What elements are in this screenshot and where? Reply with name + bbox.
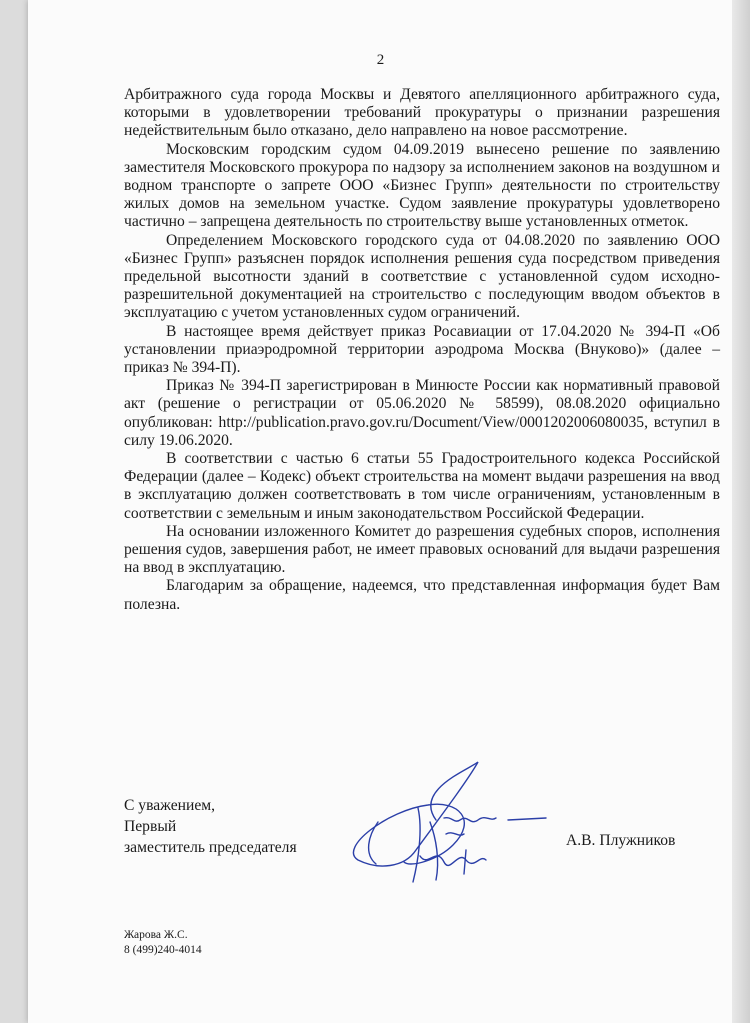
paragraph-continuation: Арбитражного суда города Москвы и Девятого апелляционного арбитражного суда, которыми в удовлетворении требований прокуратуры о признании разрешения недействительным было отказано, дело направлено на новое рассмотрение. <box>124 86 720 140</box>
executor-name: Жарова Ж.С. <box>124 929 188 941</box>
page-number: 2 <box>376 52 385 68</box>
handwritten-signature <box>318 750 558 900</box>
page-edge <box>732 0 750 1023</box>
closing-position-2: заместитель председателя <box>124 839 297 856</box>
closing-regards: С уважением, <box>124 797 216 814</box>
closing-position-1: Первый <box>124 818 177 835</box>
letter-body <box>124 86 720 614</box>
paragraph-registration: Приказ № 394-П зарегистрирован в Минюсте России как нормативный правовой акт (решение о регистрации от 05.06.2020 № 58599), 08.08.2020 официально опубликован: http://publication.pravo.gov.ru/Document/View/0001202006080035, вступил в силу 19.06.2020. <box>124 377 720 449</box>
paragraph-thanks: Благодарим за обращение, надеемся, что представленная информация будет Вам полезна. <box>124 577 720 613</box>
paragraph-order: В настоящее время действует приказ Росавиации от 17.04.2020 № 394-П «Об установлении приаэродромной территории аэродрома Москва (Внуково)» (далее – приказ № 394-П). <box>124 322 720 377</box>
paragraph-court-ruling: Определением Московского городского суда от 04.08.2020 по заявлению ООО «Бизнес Групп» разъяснен порядок исполнения решения суда посредством приведения предельной высотности зданий в соответствие с установленной судом исходно-разрешительной документацией на строительство с последующим вводом объектов в эксплуатацию с учетом установленных судом ограничений. <box>124 231 720 322</box>
paragraph-code: В соответствии с частью 6 статьи 55 Градостроительного кодекса Российской Федерации (далее – Кодекс) объект строительства на момент выдачи разрешения на ввод в эксплуатацию должен соответствовать в том числе ограничениям, установленным в соответствии с земельным и иным законодательством Российской Федерации. <box>124 450 720 522</box>
document-page <box>28 0 733 1023</box>
executor-block <box>124 928 202 958</box>
executor-phone: 8 (499)240-4014 <box>124 944 202 956</box>
signer-name: А.В. Плужников <box>566 832 676 849</box>
closing-block <box>124 795 297 858</box>
paragraph-conclusion: На основании изложенного Комитет до разрешения судебных споров, исполнения решения судов, завершения работ, не имеет правовых оснований для выдачи разрешения на ввод в эксплуатацию. <box>124 522 720 577</box>
paragraph-court-decision: Московским городским судом 04.09.2019 вынесено решение по заявлению заместителя Московского прокурора по надзору за исполнением законов на воздушном и водном транспорте о запрете ООО «Бизнес Групп» деятельности по строительству жилых домов на земельном участке. Судом заявление прокуратуры удовлетворено частично – запрещена деятельность по строительству выше установленных отметок. <box>124 140 720 231</box>
